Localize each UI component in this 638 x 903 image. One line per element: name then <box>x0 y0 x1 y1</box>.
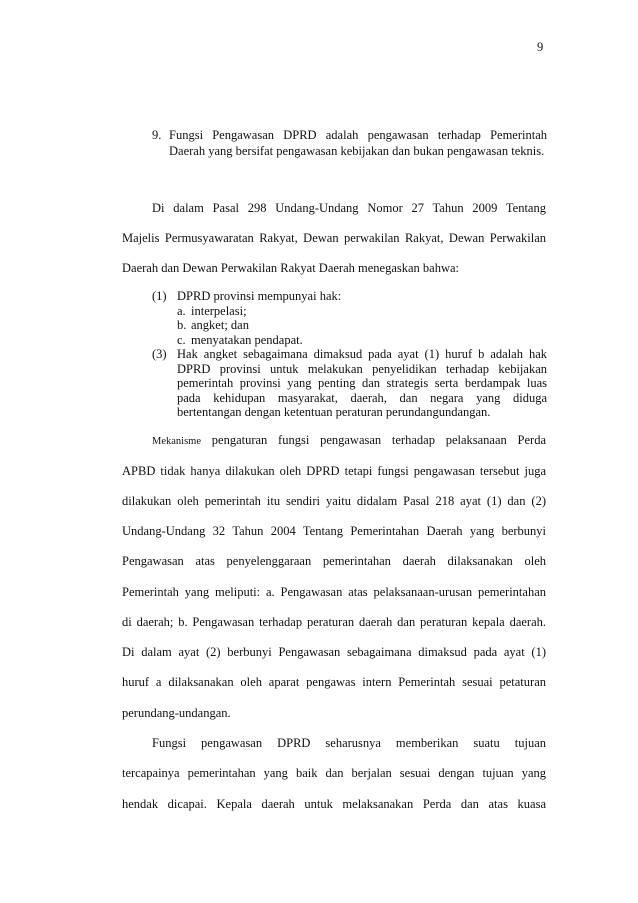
quote-item-text: pada kehidupan masyarakat, daerah, dan negara yang diduga <box>177 390 547 405</box>
paragraph-line: APBD tidak hanya dilakukan oleh DPRD tetapi fungsi pengawasan tersebut juga <box>122 464 546 478</box>
paragraph-line: Di dalam Pasal 298 Undang-Undang Nomor 27 Tahun 2009 Tentang <box>152 201 546 215</box>
sub-letter: b. <box>177 318 187 332</box>
paragraph-line: huruf a dilaksanakan oleh aparat pengawas intern Pemerintah sesuai petaturan <box>122 675 546 689</box>
paragraph-line <box>152 431 546 449</box>
sub-text: menyatakan pendapat. <box>191 332 303 347</box>
paragraph-line: Di dalam ayat (2) berbunyi Pengawasan sebagaimana dimaksud pada ayat (1) <box>122 645 546 659</box>
legal-quote <box>152 289 547 420</box>
line-rest: pengaturan fungsi pengawasan terhadap pelaksanaan Perda <box>211 433 546 447</box>
item-number: 9. <box>152 128 162 142</box>
numbered-item-9 <box>152 127 547 159</box>
quote-item-3 <box>152 347 547 362</box>
item-text: Fungsi Pengawasan DPRD adalah pengawasan terhadap Pemerintah Daerah yang bersifat pengawasan kebijakan dan bukan pengawasan teknis. <box>169 128 547 158</box>
sub-text: interpelasi; <box>191 303 247 318</box>
paragraph-line: Majelis Permusyawaratan Rakyat, Dewan perwakilan Rakyat, Dewan Perwakilan <box>122 231 546 245</box>
quote-sub-item <box>152 333 547 348</box>
paragraph-line: Pemerintah yang meliputi: a. Pengawasan atas pelaksanaan-urusan pemerintahan <box>122 585 546 599</box>
quote-item-text: bertentangan dengan ketentuan peraturan perundangundangan. <box>177 405 491 419</box>
paragraph-line: perundang-undangan. <box>122 706 231 720</box>
quote-continuation <box>152 376 547 391</box>
sub-text: angket; dan <box>191 318 249 332</box>
quote-item-text: DPRD provinsi mempunyai hak: <box>177 289 342 303</box>
quote-sub-item <box>152 318 547 333</box>
quote-item-number: (1) <box>152 289 167 303</box>
quote-item-text: DPRD provinsi untuk melakukan penyelidikan terhadap kebijakan <box>177 361 547 376</box>
quote-sub-item <box>152 304 547 319</box>
paragraph-line: Fungsi pengawasan DPRD seharusnya memberikan suatu tujuan <box>152 736 546 750</box>
quote-item-1 <box>152 289 547 304</box>
paragraph-line: dilakukan oleh pemerintah itu sendiri yaitu didalam Pasal 218 ayat (1) dan (2) <box>122 494 546 508</box>
quote-item-number: (3) <box>152 347 167 361</box>
sub-letter: c. <box>177 332 186 347</box>
paragraph-line: tercapainya pemerintahan yang baik dan berjalan sesuai dengan tujuan yang <box>122 766 546 780</box>
sub-letter: a. <box>177 303 186 318</box>
quote-continuation <box>152 391 547 406</box>
paragraph-line: Daerah dan Dewan Perwakilan Rakyat Daerah menegaskan bahwa: <box>122 261 460 275</box>
quote-continuation <box>152 362 547 377</box>
paragraph-line: Pengawasan atas penyelenggaraan pemerintahan daerah dilaksanakan oleh <box>122 554 546 568</box>
paragraph-line: di daerah; b. Pengawasan terhadap peraturan daerah dan peraturan kepala daerah. <box>122 615 546 629</box>
paragraph-line: hendak dicapai. Kepala daerah untuk melaksanakan Perda dan atas kuasa <box>122 797 546 811</box>
paragraph-line: Undang-Undang 32 Tahun 2004 Tentang Pemerintahan Daerah yang berbunyi <box>122 524 546 538</box>
quote-item-text: pemerintah provinsi yang penting dan strategis serta berdampak luas <box>177 376 547 390</box>
page-number: 9 <box>537 40 544 54</box>
first-word: Mekanisme <box>152 436 201 447</box>
quote-continuation <box>152 405 547 420</box>
quote-item-text: Hak angket sebagaimana dimaksud pada ayat (1) huruf b adalah hak <box>177 347 547 361</box>
